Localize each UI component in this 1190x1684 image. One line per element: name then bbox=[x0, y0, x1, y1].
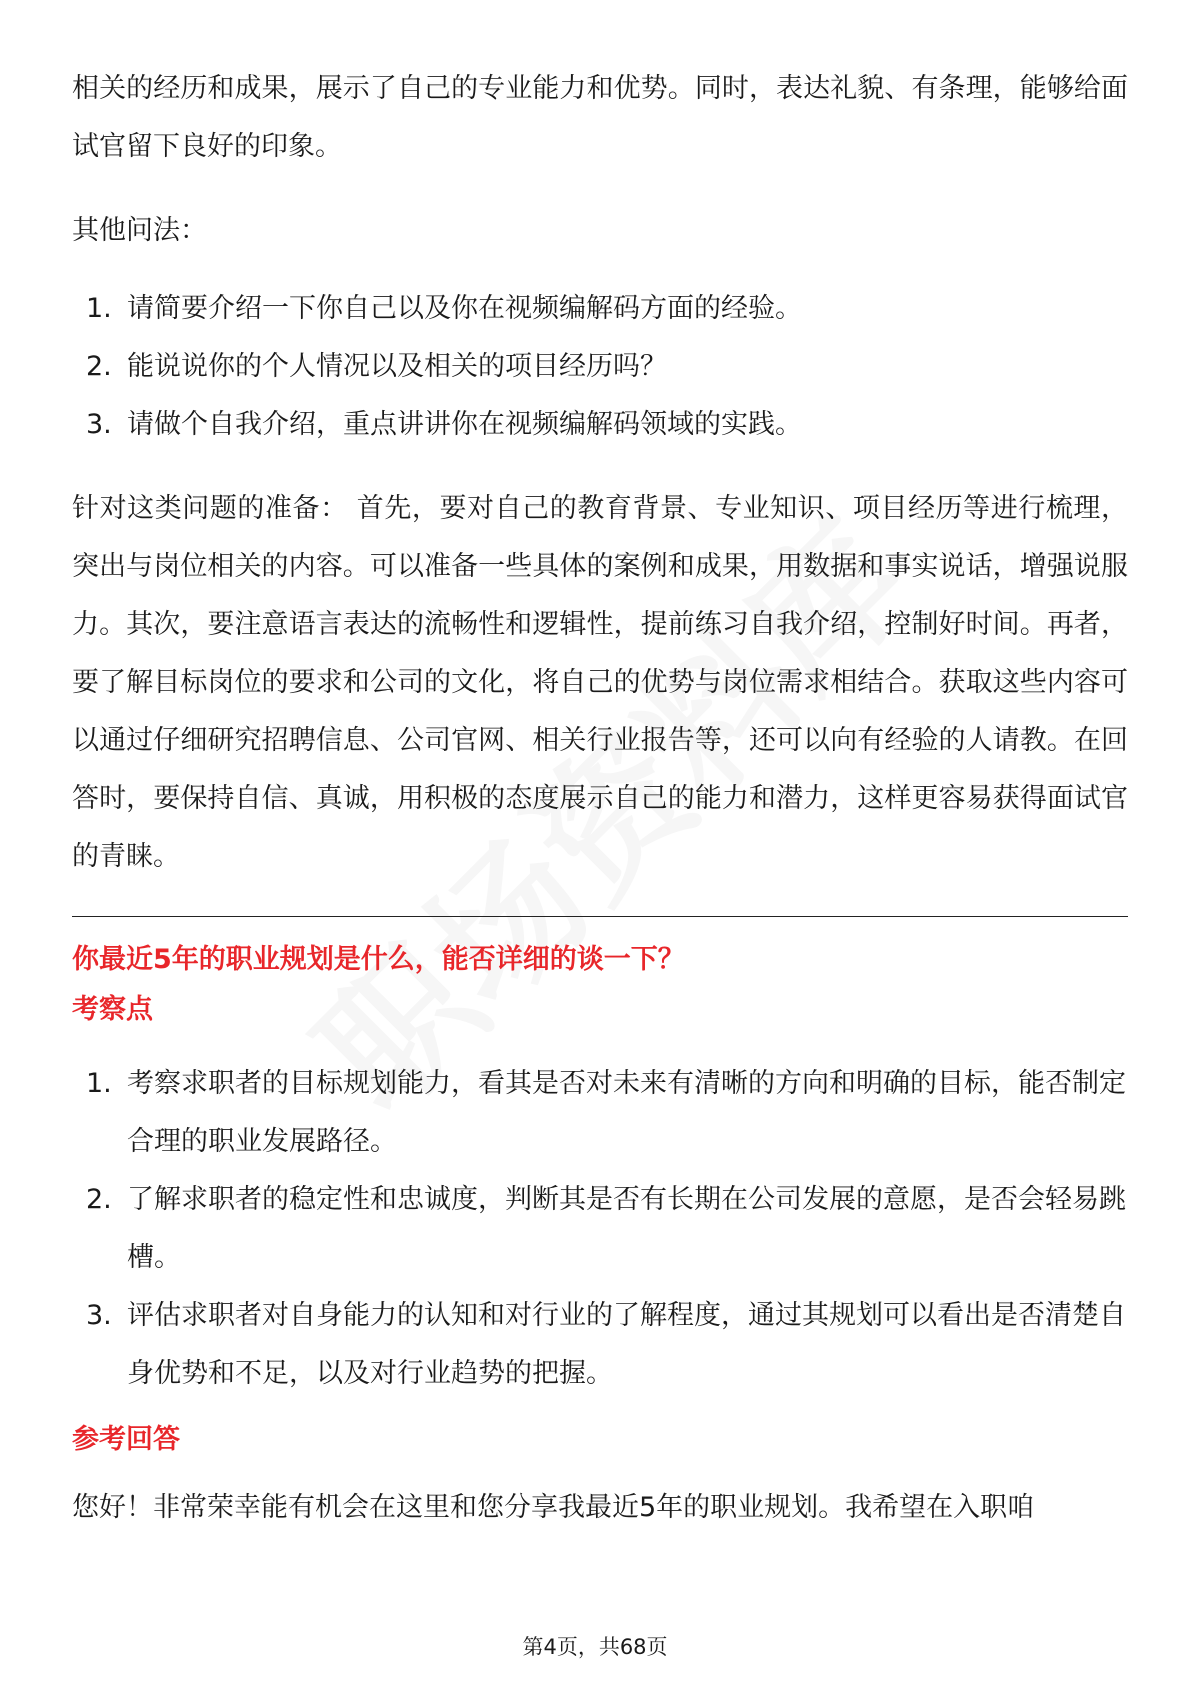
other-asks-label: 其他问法： bbox=[72, 215, 207, 246]
list-item: 1. 考察求职者的目标规划能力，看其是否对未来有清晰的方向和明确的目标，能否制定合理的职业发展路径。 bbox=[86, 1068, 1126, 1157]
section-divider bbox=[72, 916, 1128, 917]
list-item: 2. 能说说你的个人情况以及相关的项目经历吗？ bbox=[86, 351, 667, 382]
list-item: 1. 请简要介绍一下你自己以及你在视频编解码方面的经验。 bbox=[86, 293, 802, 324]
question-title: 你最近5年的职业规划是什么，能否详细的谈一下？ bbox=[72, 944, 685, 975]
focus-list bbox=[72, 1055, 1128, 1403]
answer-paragraph: 您好！非常荣幸能有机会在这里和您分享我最近5年的职业规划。我希望在入职咱 bbox=[72, 1492, 1035, 1523]
focus-heading: 考察点 bbox=[72, 994, 153, 1025]
page-content bbox=[72, 60, 1128, 1537]
intro-paragraph: 相关的经历和成果，展示了自己的专业能力和优势。同时，表达礼貌、有条理，能够给面试官留下良好的印象。 bbox=[72, 73, 1128, 162]
list-item: 3. 评估求职者对自身能力的认知和对行业的了解程度，通过其规划可以看出是否清楚自身优势和不足，以及对行业趋势的把握。 bbox=[86, 1300, 1126, 1389]
list-item: 3. 请做个自我介绍，重点讲讲你在视频编解码领域的实践。 bbox=[86, 409, 802, 440]
list-item: 2. 了解求职者的稳定性和忠诚度，判断其是否有长期在公司发展的意愿，是否会轻易跳槽。 bbox=[86, 1184, 1126, 1273]
other-asks-list bbox=[72, 280, 1128, 454]
answer-heading: 参考回答 bbox=[72, 1424, 180, 1455]
page-number: 第4页，共68页 bbox=[522, 1635, 668, 1659]
preparation-paragraph: 针对这类问题的准备： 首先，要对自己的教育背景、专业知识、项目经历等进行梳理，突出与岗位相关的内容。可以准备一些具体的案例和成果，用数据和事实说话，增强说服力。其次，要注意语言表达的流畅性和逻辑性，提前练习自我介绍，控制好时间。再者，要了解目标岗位的要求和公司的文化，将自己的优势与岗位需求相结合。获取这些内容可以通过仔细研究招聘信息、公司官网、相关行业报告等，还可以向有经验的人请教。在回答时，要保持自信、真诚，用积极的态度展示自己的能力和潜力，这样更容易获得面试官的青睐。 bbox=[72, 493, 1128, 872]
